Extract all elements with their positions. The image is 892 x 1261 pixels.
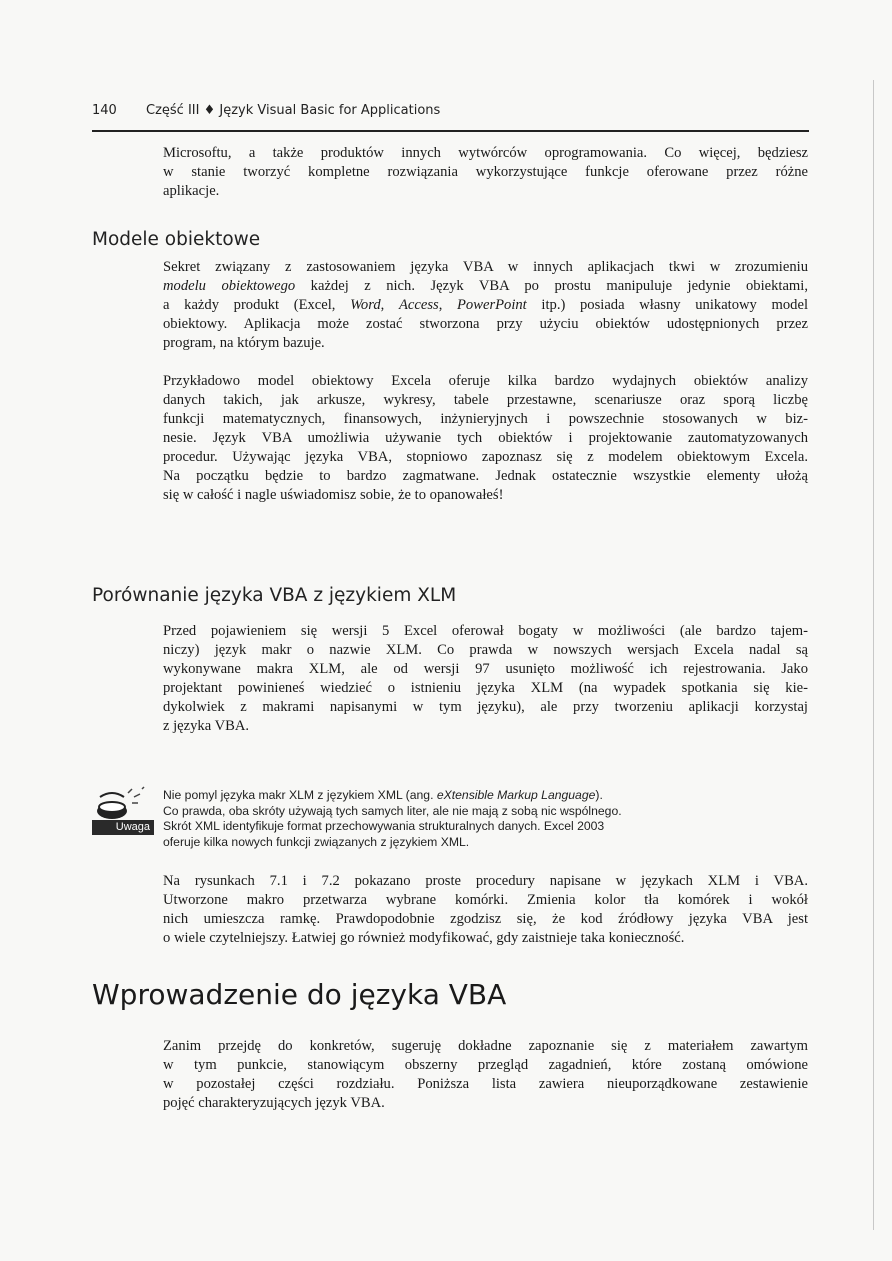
paragraph bbox=[163, 622, 808, 736]
text-line: nesie. Język VBA umożliwia używanie tych obiektów i projektowanie zautomatyzowanych bbox=[163, 430, 808, 446]
section-heading: Porównanie języka VBA z językiem XLM bbox=[92, 585, 457, 606]
text-line: oferuje kilka nowych funkcji związanych z językiem XML. bbox=[163, 834, 470, 849]
text-line: się w całość i nagle uświadomisz sobie, że to opanowałeś! bbox=[163, 487, 504, 503]
text-line: program, na którym bazuje. bbox=[163, 335, 325, 351]
text-line: procedur. Używając języka VBA, stopniowo zapoznasz się z modelem obiektowym Excela. bbox=[163, 449, 808, 465]
text-line: danych takich, jak arkusze, wykresy, tabele przestawne, scenariusze oraz sporą liczbę bbox=[163, 392, 808, 408]
paragraph bbox=[163, 258, 808, 353]
text-line: w stanie tworzyć kompletne rozwiązania wykorzystujące funkcje oferowane przez różne bbox=[163, 164, 808, 180]
text-line: Utworzone makro przetwarza wybrane komórki. Zmienia kolor tła komórek i wokół bbox=[163, 892, 808, 908]
text-line: Nie pomyl języka makr XLM z językiem XML (ang. eXtensible Markup Language). bbox=[163, 788, 603, 802]
paragraph bbox=[163, 1037, 808, 1113]
text-line: aplikacje. bbox=[163, 183, 220, 199]
text-line: Przed pojawieniem się wersji 5 Excel oferował bogaty w możliwości (ale bardzo tajem- bbox=[163, 623, 808, 639]
text-line: z języka VBA. bbox=[163, 718, 250, 734]
page-number: 140 bbox=[92, 103, 117, 118]
paragraph bbox=[163, 872, 808, 948]
text-line: Przykładowo model obiektowy Excela oferuje kilka bardzo wydajnych obiektów analizy bbox=[163, 373, 808, 389]
paragraph bbox=[163, 144, 808, 201]
text-line: Na rysunkach 7.1 i 7.2 pokazano proste procedury napisane w językach XLM i VBA. bbox=[163, 873, 808, 889]
text-line: pojęć charakteryzujących język VBA. bbox=[163, 1095, 385, 1111]
paragraph bbox=[163, 372, 808, 505]
page-edge bbox=[873, 80, 874, 1230]
text-line: Zanim przejdę do konkretów, sugeruję dokładne zapoznanie się z materiałem zawartym bbox=[163, 1038, 808, 1054]
text-line: niczy) język makr o nazwie XLM. Co prawda w nowszych wersjach Excela nadal są bbox=[163, 642, 808, 658]
text-line: funkcji matematycznych, finansowych, inżynieryjnych i powszechnie stosowanych w biz- bbox=[163, 411, 808, 427]
text-line: w tym punkcie, stanowiącym obszerny przegląd zagadnień, które zostaną omówione bbox=[163, 1057, 808, 1073]
text-line: Skrót XML identyfikuje format przechowywania strukturalnych danych. Excel 2003 bbox=[163, 819, 605, 833]
text-line: dykolwiek z makrami napisanymi w tym języku), ale przy tworzeniu aplikacji korzystaj bbox=[163, 699, 808, 715]
note-badge: Uwaga bbox=[92, 820, 154, 835]
text-line: a każdy produkt (Excel, Word, Access, PowerPoint itp.) posiada własny unikatowy model bbox=[163, 297, 808, 313]
header-rule bbox=[92, 130, 809, 132]
text-line: projektant powinieneś wiedzieć o istnieniu języka XLM (na wypadek spotkania się kie- bbox=[163, 680, 808, 696]
text-line: Co prawda, oba skróty używają tych samych liter, ale nie mają z sobą nic wspólnego. bbox=[163, 803, 622, 818]
section-heading: Modele obiektowe bbox=[92, 229, 261, 250]
text-line: obiektowy. Aplikacja może zostać stworzona przy użyciu obiektów udostępnionych przez bbox=[163, 316, 808, 332]
text-line: modelu obiektowego każdej z nich. Język VBA po prostu manipuluje jedynie obiektami, bbox=[163, 278, 808, 294]
note-text bbox=[163, 788, 813, 850]
text-line: w pozostałej części rozdziału. Poniższa lista zawiera nieuporządkowane zestawienie bbox=[163, 1076, 808, 1092]
text-line: Microsoftu, a także produktów innych wytwórców oprogramowania. Co więcej, będziesz bbox=[163, 145, 808, 161]
chapter-section-heading: Wprowadzenie do języka VBA bbox=[92, 978, 507, 1011]
text-line: wykonywane makra XLM, ale od wersji 97 usunięto możliwość ich rejestrowania. Jako bbox=[163, 661, 808, 677]
text-line: o wiele czytelniejszy. Łatwiej go również modyfikować, gdy zaistnieje taka konieczność. bbox=[163, 930, 685, 946]
text-line: Na początku będzie to bardzo zagmatwane. Jednak ostatecznie wszystkie elementy ułożą bbox=[163, 468, 808, 484]
text-line: Sekret związany z zastosowaniem języka VBA w innych aplikacjach tkwi w zrozumieniu bbox=[163, 259, 808, 275]
running-header-title: Część III ♦ Język Visual Basic for Applications bbox=[146, 103, 441, 118]
text-line: nich umieszcza ramkę. Prawdopodobnie zgodzisz się, że kod źródłowy języka VBA jest bbox=[163, 911, 808, 927]
